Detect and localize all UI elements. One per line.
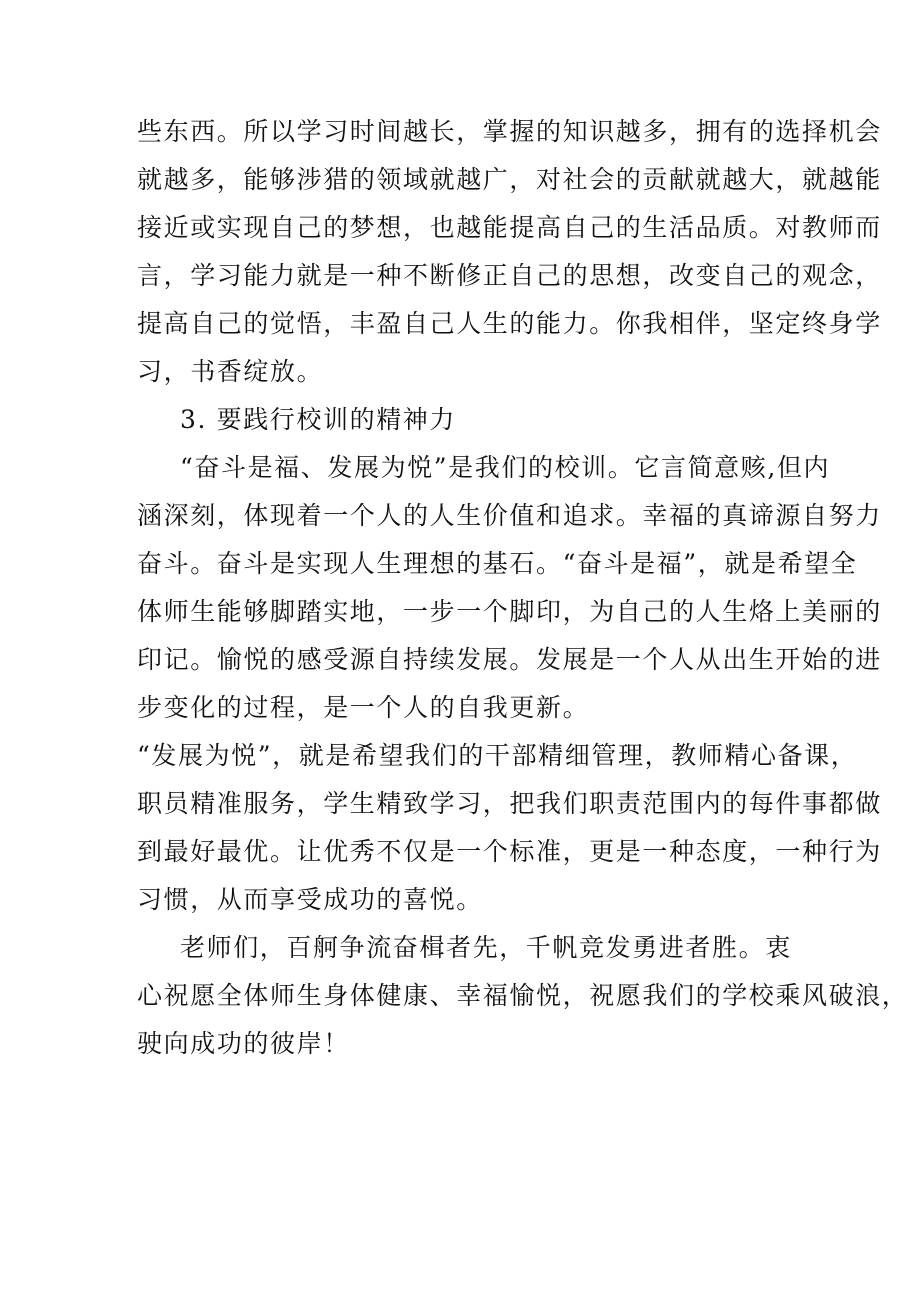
paragraph-1-line-3: 接近或实现自己的梦想，也越能提高自己的生活品质。对教师而 (137, 213, 882, 242)
paragraph-1-line-5: 提高自己的觉悟，丰盈自己人生的能力。你我相伴，坚定终身学 (137, 309, 882, 338)
paragraph-2-line-1: “奋斗是福、发展为悦”是我们的校训。它言简意赅,但内 (180, 453, 831, 482)
paragraph-3-line-1: “发展为悦”，就是希望我们的干部精细管理，教师精心备课， (137, 741, 858, 770)
paragraph-1-line-4: 言，学习能力就是一种不断修正自己的思想，改变自己的观念， (137, 261, 882, 290)
paragraph-3-line-3: 到最好最优。让优秀不仅是一个标准，更是一种态度，一种行为 (137, 837, 882, 866)
paragraph-4-line-3: 驶向成功的彼岸！ (137, 1029, 350, 1058)
paragraph-2-line-3: 奋斗。奋斗是实现人生理想的基石。“奋斗是福”，就是希望全 (137, 549, 858, 578)
paragraph-1-line-1: 些东西。所以学习时间越长，掌握的知识越多，拥有的选择机会 (137, 117, 882, 146)
paragraph-2-line-4: 体师生能够脚踏实地，一步一个脚印，为自己的人生烙上美丽的 (137, 597, 882, 626)
paragraph-1-line-6: 习，书香绽放。 (137, 357, 324, 386)
section-heading-3: 3. 要践行校训的精神力 (180, 405, 457, 434)
paragraph-4-line-1: 老师们，百舸争流奋楫者先，千帆竞发勇进者胜。衷 (180, 933, 792, 962)
paragraph-2-line-2: 涵深刻，体现着一个人的人生价值和追求。幸福的真谛源自努力 (137, 501, 882, 530)
paragraph-2-line-6: 步变化的过程，是一个人的自我更新。 (137, 693, 590, 722)
paragraph-2-line-5: 印记。愉悦的感受源自持续发展。发展是一个人从出生开始的进 (137, 645, 882, 674)
paragraph-1-line-2: 就越多，能够涉猎的领域就越广，对社会的贡献就越大，就越能 (137, 165, 882, 194)
paragraph-3-line-4: 习惯，从而享受成功的喜悦。 (137, 885, 483, 914)
paragraph-4-line-2: 心祝愿全体师生身体健康、幸福愉悦，祝愿我们的学校乘风破浪， (137, 981, 909, 1010)
paragraph-3-line-2: 职员精准服务，学生精致学习，把我们职责范围内的每件事都做 (137, 789, 882, 818)
